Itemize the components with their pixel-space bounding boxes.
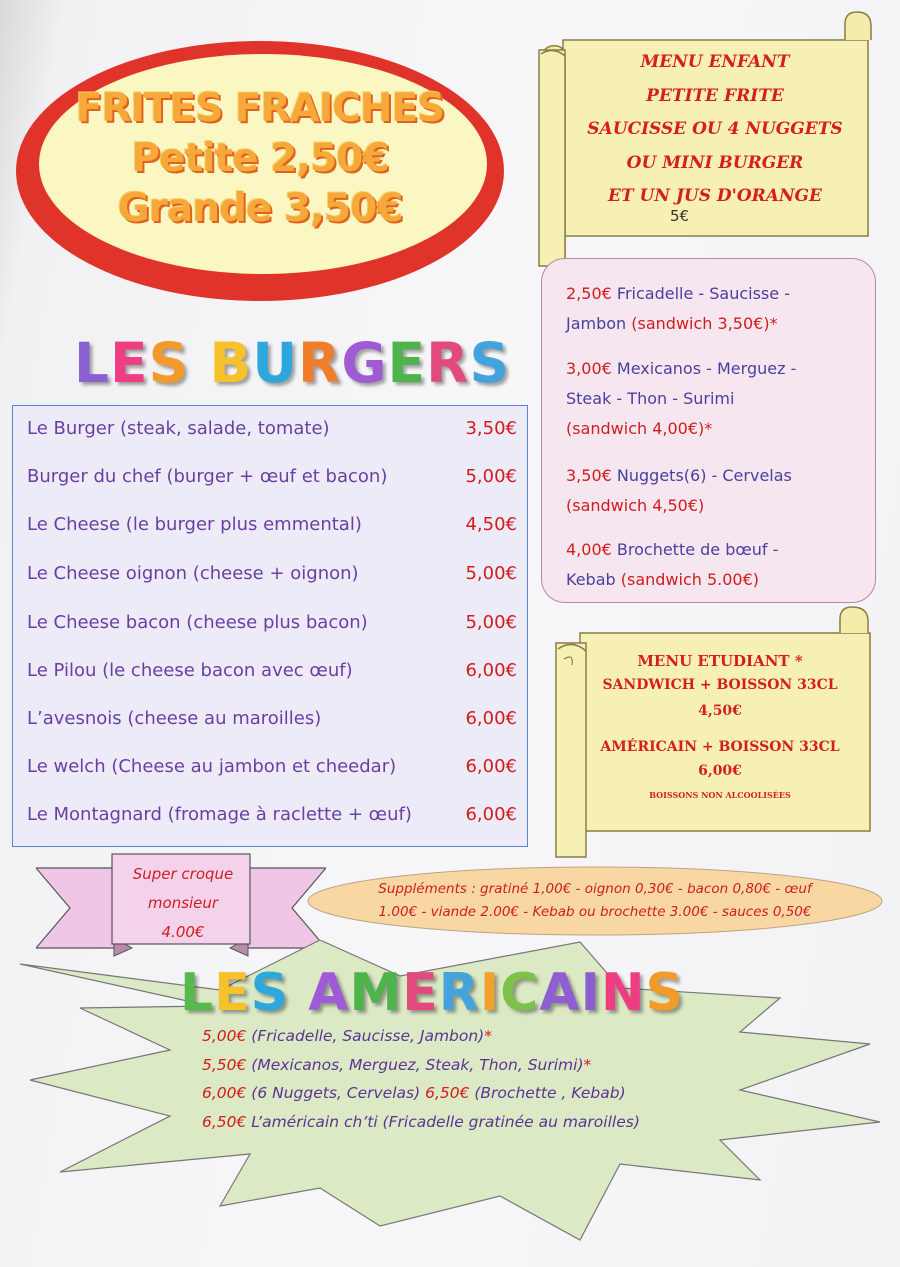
burger-name: Le Burger (steak, salade, tomate) [27,418,330,439]
heading-letter: G [341,331,388,395]
heading-letter: E [110,331,149,395]
croque-text [112,860,254,947]
menu-enfant-text [560,46,870,214]
heading-letter: E [402,963,439,1023]
heading-letter: R [426,331,470,395]
burger-name: Le Cheese oignon (cheese + oignon) [27,563,359,584]
burger-price: 3,50€ [465,418,517,439]
frites-block [10,84,510,234]
supplements-line1: Suppléments : gratiné 1,00€ - oignon 0,30€ - bacon 0,80€ - œuf [378,881,812,897]
americain-price: 5,00€ [202,1027,247,1045]
burger-price: 4,50€ [465,514,517,535]
heading-letter: I [479,963,501,1023]
burger-price: 6,00€ [465,660,517,681]
item-price: 3,00€ [566,359,612,378]
menu-etudiant-line2: AMÉRICAIN + BOISSON 33CL [600,739,840,755]
burgers-heading [74,328,510,398]
burger-name: Le Cheese bacon (cheese plus bacon) [27,612,368,633]
burger-row [27,510,517,540]
americain-text: (Brochette , Kebab) [469,1084,626,1102]
item-text: Brochette de bœuf - [611,540,779,559]
heading-letter: B [209,331,253,395]
item-text: Nuggets(6) - Cervelas [611,466,792,485]
item-sandwich-price: (sandwich 3,50€)* [631,314,778,333]
americain-row [202,1051,591,1080]
croque-line2: monsieur [147,894,219,912]
frites-grande: Grande 3,50€ [117,186,403,231]
americain-asterisk: * [484,1027,492,1045]
menu-enfant-line: PETITE FRITE [646,85,784,106]
heading-letter: R [298,331,342,395]
burger-name: Le Montagnard (fromage à raclette + œuf) [27,804,412,825]
sandwich-item [566,535,866,595]
americain-text: (6 Nuggets, Cervelas) [246,1084,426,1102]
frites-title: FRITES FRAICHES [75,86,445,131]
heading-letter: A [539,963,581,1023]
item-price: 4,00€ [566,540,612,559]
item-sandwich-price: (sandwich 4,50€) [566,496,705,515]
sandwich-prices-box [541,258,876,603]
burger-row [27,414,517,444]
heading-letter: S [469,331,511,395]
croque-line1: Super croque [132,865,234,883]
americain-asterisk: * [583,1056,592,1074]
heading-letter [189,331,209,395]
americains-heading [180,958,684,1028]
heading-letter: L [74,331,111,395]
menu-enfant-line: ET UN JUS D'ORANGE [608,186,822,206]
sandwich-item [566,461,866,521]
item-sandwich-price: (sandwich 4,00€)* [566,419,713,438]
heading-letter: E [387,331,427,395]
burger-row [27,559,517,589]
sandwich-item [566,354,866,444]
menu-etudiant-title: MENU ETUDIANT * [637,652,803,670]
burger-name: Burger du chef (burger + œuf et bacon) [27,466,388,487]
heading-letter: S [250,963,290,1023]
americain-price: 6,50€ [202,1113,247,1131]
burger-name: Le welch (Cheese au jambon et cheedar) [27,756,397,777]
burger-price: 5,00€ [465,612,517,633]
americain-text: (Mexicanos, Merguez, Steak, Thon, Surimi) [246,1056,584,1074]
croque-price: 4.00€ [161,923,205,941]
americain-row [202,1108,640,1137]
menu-etudiant-price1: 4,50€ [698,703,742,719]
sandwich-item [566,279,866,339]
heading-letter [289,963,308,1023]
menu-etudiant-price2: 6,00€ [698,763,742,779]
heading-letter: M [349,963,403,1023]
item-text: Steak - Thon - Surimi [566,389,735,408]
item-text: Kebab [566,570,621,589]
burger-name: L’avesnois (cheese au maroilles) [27,708,322,729]
burger-row [27,752,517,782]
heading-letter: S [148,331,190,395]
burger-name: Le Cheese (le burger plus emmental) [27,514,362,535]
heading-letter: I [580,963,601,1023]
burger-name: Le Pilou (le cheese bacon avec œuf) [27,660,353,681]
item-price: 2,50€ [566,284,612,303]
burger-row [27,704,517,734]
burger-price: 6,00€ [465,708,517,729]
menu-etudiant-line1: SANDWICH + BOISSON 33CL [602,677,838,693]
burger-row [27,608,517,638]
americain-price: 5,50€ [202,1056,247,1074]
menu-enfant-line: SAUCISSE OU 4 NUGGETS [587,119,843,139]
burger-price: 5,00€ [465,563,517,584]
americain-price: 6,50€ [425,1084,470,1102]
menu-etudiant-block [585,651,855,807]
menu-enfant-line: OU MINI BURGER [626,152,804,173]
heading-letter: C [500,963,540,1023]
heading-letter: U [252,331,298,395]
heading-letter: L [180,963,215,1023]
heading-letter: E [214,963,251,1023]
heading-letter: S [645,963,684,1023]
burger-row [27,800,517,830]
americain-row [202,1022,492,1051]
americain-price: 6,00€ [202,1084,247,1102]
item-text: Mexicanos - Merguez - [611,359,797,378]
supplements-text [330,878,860,924]
menu-enfant-line: MENU ENFANT [640,52,790,72]
menu-enfant-price: 5€ [670,207,690,225]
heading-letter: R [438,963,480,1023]
americain-text: (Fricadelle, Saucisse, Jambon) [246,1027,485,1045]
item-sandwich-price: (sandwich 5.00€) [620,570,760,589]
item-price: 3,50€ [566,466,612,485]
burger-price: 6,00€ [465,756,517,777]
heading-letter: N [600,963,646,1023]
heading-letter: A [308,963,350,1023]
menu-etudiant-note: BOISSONS NON ALCOOLISÉES [649,790,791,800]
frites-petite: Petite 2,50€ [131,136,389,181]
burger-price: 5,00€ [465,466,517,487]
americain-text: L’américain ch’ti (Fricadelle gratinée au maroilles) [246,1113,640,1131]
burger-row [27,656,517,686]
item-text: Fricadelle - Saucisse - [611,284,790,303]
burger-menu-box [12,405,528,847]
americain-row [202,1079,626,1108]
supplements-line2: 1.00€ - viande 2.00€ - Kebab ou brochette 3.00€ - sauces 0,50€ [378,904,812,920]
burger-row [27,462,517,492]
item-text: Jambon [566,314,632,333]
burger-price: 6,00€ [465,804,517,825]
